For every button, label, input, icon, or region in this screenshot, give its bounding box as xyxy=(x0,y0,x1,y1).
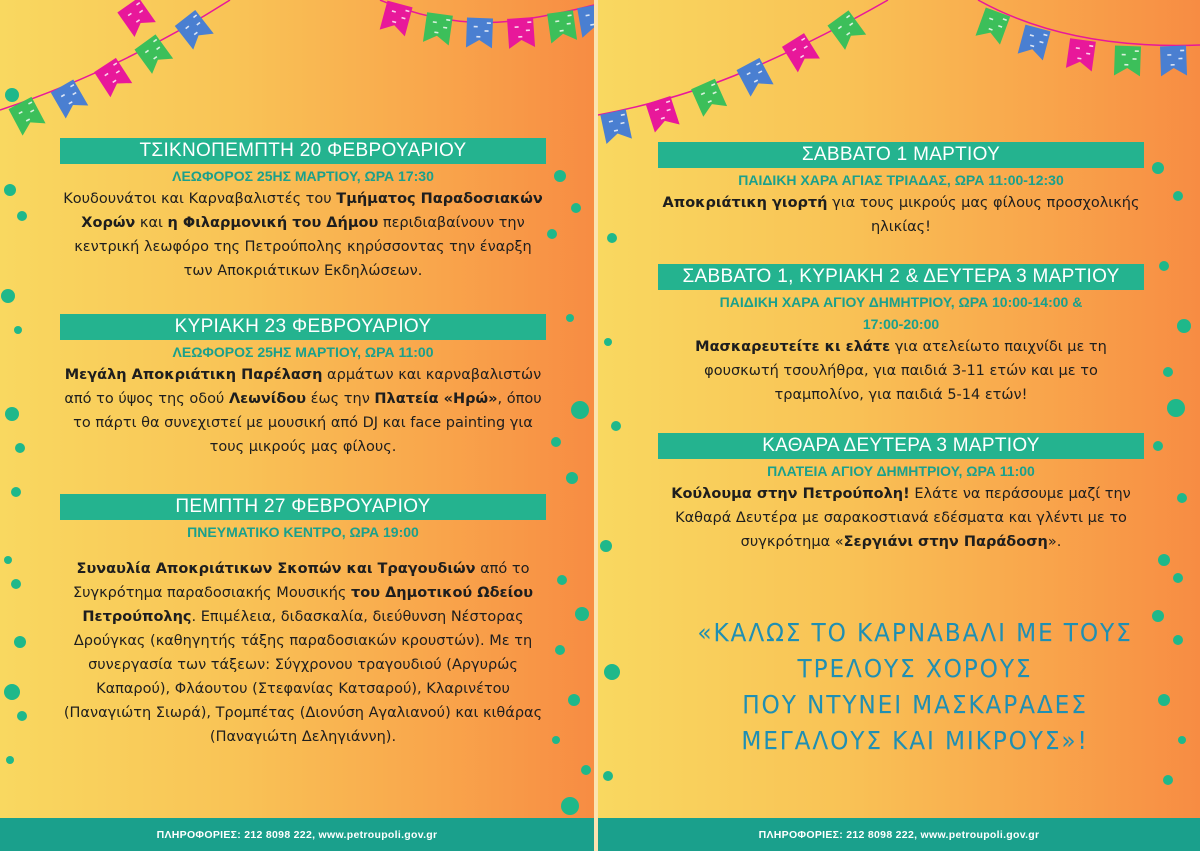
event-description xyxy=(60,363,546,459)
slogan-line: ΠΟΥ ΝΤΥΝΕΙ ΜΑΣΚΑΡΑΔΕΣ xyxy=(742,690,1088,719)
info-footer-left: ΠΛΗΡΟΦΟΡΙΕΣ: 212 8098 222, www.petroupoli.gov.gr xyxy=(0,818,594,851)
confetti-dot xyxy=(4,684,20,700)
text-run: και xyxy=(135,215,168,231)
text-run: για ατελείωτο παιχνίδι με τη φουσκωτή τσουλήθρα, για παιδιά 3-11 ετών και με το τραμπολίνο, για παιδιά 5-14 ετών! xyxy=(704,339,1107,403)
event-title: ΚΑΘΑΡΑ ΔΕΥΤΕΡΑ 3 ΜΑΡΤΙΟΥ xyxy=(658,433,1144,459)
bold-text: Αποκριάτικη γιορτή xyxy=(662,195,828,211)
event-place: ΠΝΕΥΜΑΤΙΚΟ ΚΕΝΤΡΟ, ΩΡΑ 19:00 xyxy=(187,524,419,540)
event-description xyxy=(658,191,1144,239)
text-run: για τους μικρούς μας φίλους προσχολικής ηλικίας! xyxy=(827,195,1140,235)
confetti-dot xyxy=(11,487,21,497)
confetti-dot xyxy=(6,756,14,764)
event-description xyxy=(658,482,1144,554)
text-run: αρμάτων και καρναβαλιστών από το ύψος της οδού xyxy=(64,367,542,407)
confetti-dot xyxy=(17,211,27,221)
left-page xyxy=(0,0,594,818)
event-section xyxy=(658,264,1144,407)
bold-text: Μασκαρευτείτε κι ελάτε xyxy=(695,339,891,355)
event-place: ΠΑΙΔΙΚΗ ΧΑΡΑ ΑΓΙΟΥ ΔΗΜΗΤΡΙΟΥ, ΩΡΑ 10:00-14:00 & 17:00-20:00 xyxy=(719,294,1083,332)
confetti-dot xyxy=(1177,493,1187,503)
slogan-line: ΜΕΓΑΛΟΥΣ ΚΑΙ ΜΙΚΡΟΥΣ»! xyxy=(741,726,1089,755)
bold-text: Κούλουμα στην Πετρούπολη! xyxy=(671,486,910,502)
bold-text: Πλατεία «Ηρώ» xyxy=(374,391,498,407)
confetti-dot xyxy=(604,664,620,680)
confetti-dot xyxy=(17,711,27,721)
confetti-dot xyxy=(571,203,581,213)
confetti-dot xyxy=(554,170,566,182)
confetti-dot xyxy=(566,472,578,484)
text-run: έως την xyxy=(306,391,375,407)
confetti-dot xyxy=(1177,319,1191,333)
event-description xyxy=(60,187,546,283)
confetti-dot xyxy=(1163,367,1173,377)
confetti-dot xyxy=(14,636,26,648)
event-section xyxy=(658,142,1144,239)
event-description xyxy=(658,335,1144,407)
carnival-slogan xyxy=(669,615,1162,759)
confetti-dot xyxy=(15,443,25,453)
confetti-dot xyxy=(14,326,22,334)
event-title: ΚΥΡΙΑΚΗ 23 ΦΕΒΡΟΥΑΡΙΟΥ xyxy=(60,314,546,340)
event-place: ΛΕΩΦΟΡΟΣ 25ΗΣ ΜΑΡΤΙΟΥ, ΩΡΑ 17:30 xyxy=(172,168,434,184)
confetti-dot xyxy=(1173,191,1183,201)
confetti-dot xyxy=(5,407,19,421)
confetti-dot xyxy=(551,437,561,447)
bold-text: Σεργιάνι στην Παράδοση xyxy=(843,534,1048,550)
bold-text: Συναυλία Αποκριάτικων Σκοπών και Τραγουδιών xyxy=(76,561,476,577)
confetti-dot xyxy=(555,645,565,655)
text-run: από το Συγκρότημα παραδοσιακής Μουσικής xyxy=(72,561,530,601)
confetti-dot xyxy=(4,556,12,564)
confetti-dot xyxy=(571,401,589,419)
bold-text: Τμήματος Παραδοσιακών Χορών xyxy=(81,191,543,231)
confetti-dot xyxy=(1173,573,1183,583)
confetti-dot xyxy=(1,289,15,303)
text-run: . Επιμέλεια, διδασκαλία, διεύθυνση Νέστορας Δρούγκας (καθηγητής τάξης παραδοσιακών κρουστών). Με τη συνεργασία των τάξεων: Σύγχρονου τραγουδιού (Αργυρώς Καπαρού), Φλάουτου (Στεφανίας Κατσαρού), Κλαρινέτου (Παναγιώτη Σιωρά), Τρομπέτας (Διονύση Αγαλιανού) και κιθάρας (Παναγιώτη Δεληγιάννη). xyxy=(63,609,543,745)
event-section xyxy=(658,433,1144,554)
confetti-dot xyxy=(1178,736,1186,744)
confetti-dot xyxy=(1158,554,1170,566)
confetti-dot xyxy=(1173,635,1183,645)
event-section xyxy=(60,314,546,459)
confetti-dot xyxy=(4,184,16,196)
event-place: ΠΑΙΔΙΚΗ ΧΑΡΑ ΑΓΙΑΣ ΤΡΙΑΔΑΣ, ΩΡΑ 11:00-12:30 xyxy=(738,172,1064,188)
event-title: ΣΑΒΒΑΤΟ 1, ΚΥΡΙΑΚΗ 2 & ΔΕΥΤΕΡΑ 3 ΜΑΡΤΙΟΥ xyxy=(658,264,1144,290)
confetti-dot xyxy=(1152,162,1164,174)
confetti-dot xyxy=(1159,261,1169,271)
text-run: , όπου το πάρτι θα συνεχιστεί με μουσική από DJ και face painting για τους μικρούς μας φίλους. xyxy=(73,391,542,455)
confetti-dot xyxy=(1153,441,1163,451)
event-title: ΠΕΜΠΤΗ 27 ΦΕΒΡΟΥΑΡΙΟΥ xyxy=(60,494,546,520)
event-place: ΠΛΑΤΕΙΑ ΑΓΙΟΥ ΔΗΜΗΤΡΙΟΥ, ΩΡΑ 11:00 xyxy=(767,463,1035,479)
slogan-line: «ΚΑΛΩΣ ΤΟ ΚΑΡΝΑΒΑΛΙ ΜΕ ΤΟΥΣ xyxy=(697,618,1133,647)
confetti-dot xyxy=(547,229,557,239)
confetti-dot xyxy=(5,88,19,102)
bold-text: η Φιλαρμονική του Δήμου xyxy=(167,215,379,231)
confetti-dot xyxy=(11,579,21,589)
text-run: περιδιαβαίνουν την κεντρική λεωφόρο της Πετρούπολης κηρύσσοντας την έναρξη των Αποκριάτικων Εκδηλώσεων. xyxy=(74,215,532,279)
event-title: ΣΑΒΒΑΤΟ 1 ΜΑΡΤΙΟΥ xyxy=(658,142,1144,168)
text-run: Ελάτε να περάσουμε μαζί την Καθαρά Δευτέρα με σαρακοστιανά εδέσματα και γλέντι με το συγκρότημα « xyxy=(675,486,1131,550)
event-section xyxy=(60,138,546,283)
bold-text: Μεγάλη Αποκριάτικη Παρέλαση xyxy=(64,367,323,383)
confetti-dot xyxy=(566,314,574,322)
bold-text: Λεωνίδου xyxy=(228,391,307,407)
event-description xyxy=(60,557,546,749)
event-place: ΛΕΩΦΟΡΟΣ 25ΗΣ ΜΑΡΤΙΟΥ, ΩΡΑ 11:00 xyxy=(172,344,434,360)
confetti-dot xyxy=(1167,399,1185,417)
confetti-dot xyxy=(1163,775,1173,785)
confetti-dot xyxy=(600,540,612,552)
bold-text: του Δημοτικού Ωδείου Πετρούπολης xyxy=(82,585,534,625)
confetti-dot xyxy=(575,607,589,621)
event-section xyxy=(60,494,546,749)
confetti-dot xyxy=(604,338,612,346)
confetti-dot xyxy=(568,694,580,706)
confetti-dot xyxy=(557,575,567,585)
confetti-dot xyxy=(611,421,621,431)
event-title: ΤΣΙΚΝΟΠΕΜΠΤΗ 20 ΦΕΒΡΟΥΑΡΙΟΥ xyxy=(60,138,546,164)
confetti-dot xyxy=(603,771,613,781)
slogan-line: ΤΡΕΛΟΥΣ ΧΟΡΟΥΣ xyxy=(797,654,1033,683)
confetti-dot xyxy=(607,233,617,243)
text-run: ». xyxy=(1047,534,1062,550)
text-run: Κουδουνάτοι και Καρναβαλιστές του xyxy=(63,191,337,207)
confetti-dot xyxy=(581,765,591,775)
confetti-dot xyxy=(561,797,579,815)
info-footer-right: ΠΛΗΡΟΦΟΡΙΕΣ: 212 8098 222, www.petroupoli.gov.gr xyxy=(598,818,1200,851)
confetti-dot xyxy=(552,736,560,744)
